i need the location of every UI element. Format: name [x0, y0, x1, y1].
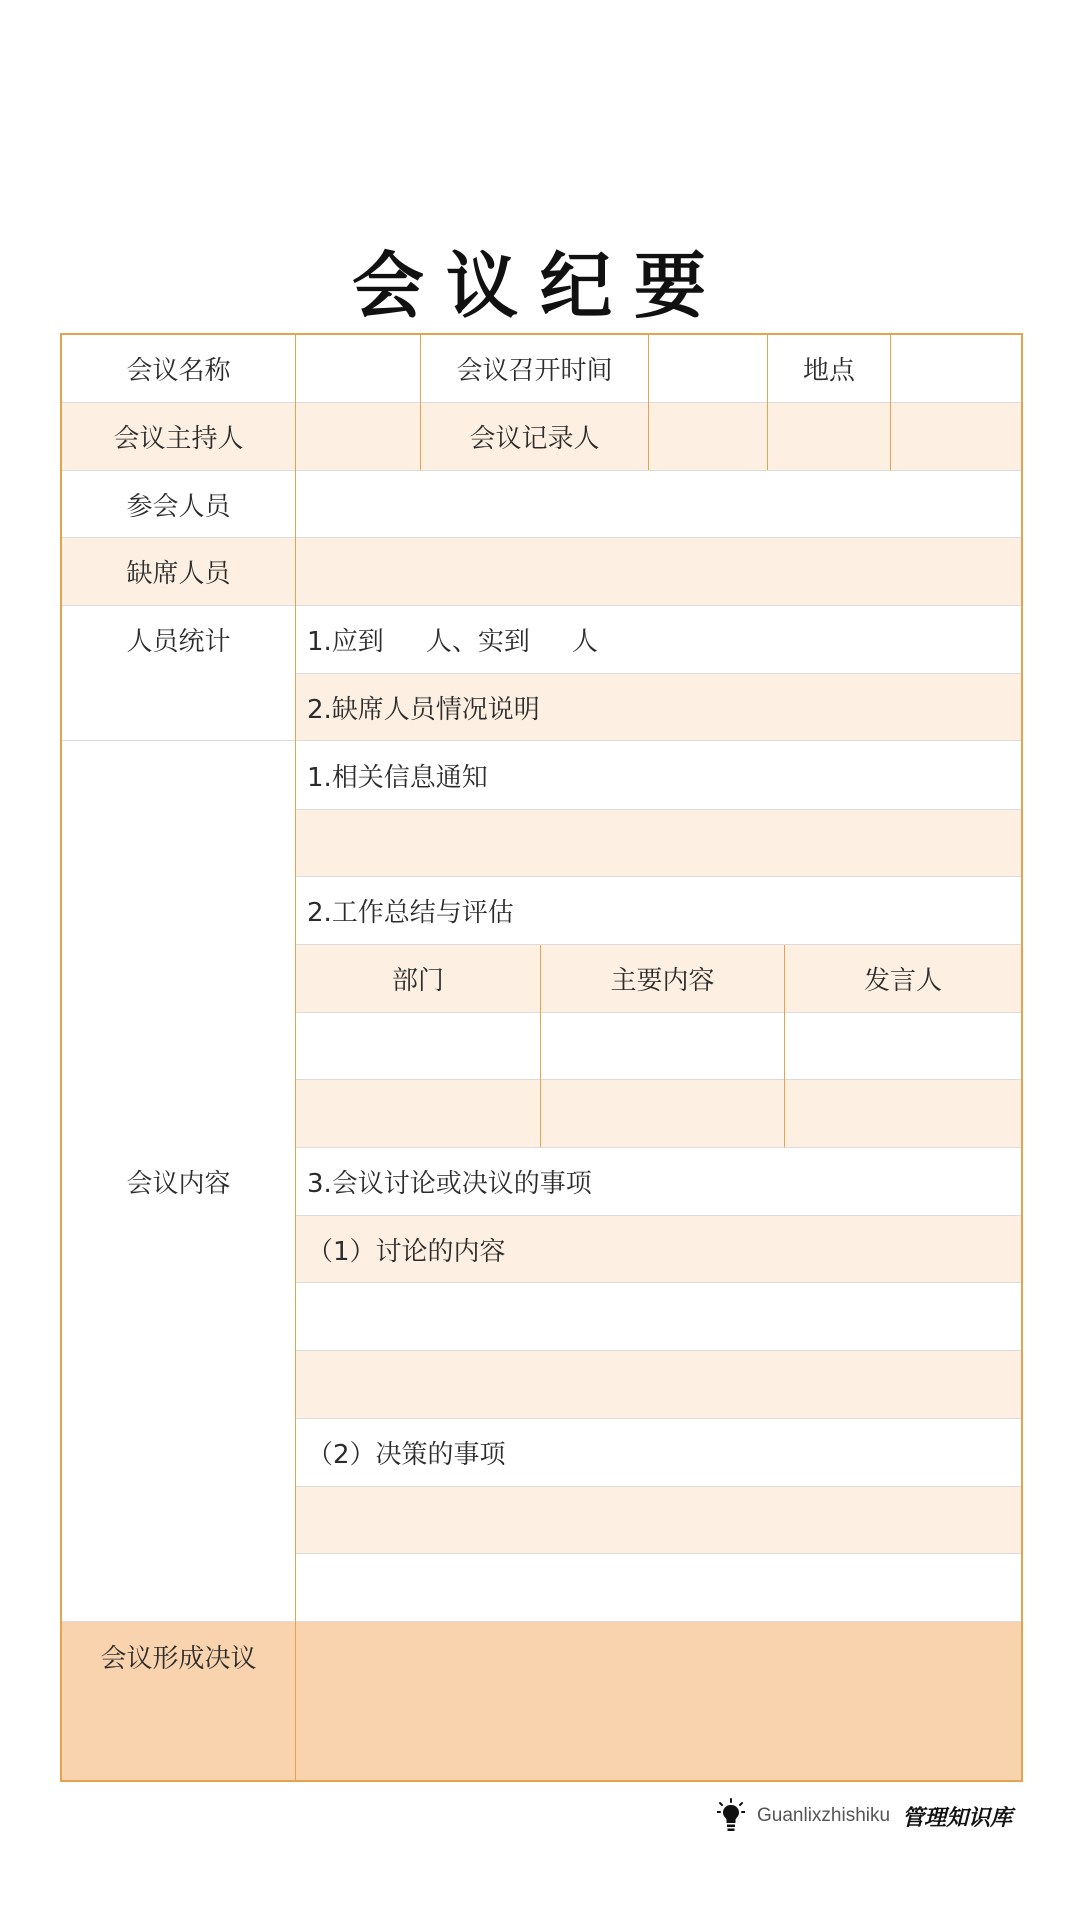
- content-item-1-field[interactable]: [296, 810, 1021, 876]
- content-label: 会议内容: [126, 1168, 231, 1199]
- attendees-label: 参会人员: [126, 491, 231, 522]
- page-title: 会议纪要: [351, 243, 728, 328]
- recorder-field[interactable]: [649, 403, 767, 470]
- discussion-field[interactable]: [296, 1351, 1021, 1418]
- stats-label: 人员统计: [126, 627, 231, 657]
- count-unit: 人: [571, 627, 598, 657]
- table-cell[interactable]: [541, 1013, 784, 1079]
- table-header-department: 部门: [391, 966, 444, 996]
- table-cell[interactable]: [785, 1080, 1021, 1147]
- attendees-field[interactable]: [296, 471, 1021, 537]
- resolution-field[interactable]: [296, 1622, 1021, 1780]
- discussion-field[interactable]: [296, 1283, 1021, 1350]
- expected-count-label: 1.应到: [307, 627, 384, 657]
- lightbulb-icon: [717, 1798, 745, 1834]
- meeting-name-field[interactable]: [296, 335, 420, 402]
- brand-name-cn: 管理知识库: [902, 1804, 1013, 1831]
- content-item-2: 2.工作总结与评估: [307, 898, 514, 928]
- location-field[interactable]: [891, 335, 1021, 402]
- meeting-time-label: 会议召开时间: [456, 356, 613, 386]
- table-cell[interactable]: [785, 1013, 1021, 1079]
- meeting-name-label: 会议名称: [126, 356, 231, 386]
- content-item-3: 3.会议讨论或决议的事项: [307, 1169, 592, 1199]
- absentees-label: 缺席人员: [126, 559, 231, 589]
- decision-field[interactable]: [296, 1554, 1021, 1621]
- recorder-label: 会议记录人: [469, 424, 600, 454]
- footer-brand: [717, 1796, 1037, 1836]
- table-cell[interactable]: [541, 1080, 784, 1147]
- table-header-main-content: 主要内容: [610, 966, 715, 996]
- host-label: 会议主持人: [113, 424, 244, 454]
- host-field[interactable]: [296, 403, 420, 470]
- actual-count-label: 人、实到: [425, 627, 530, 657]
- stats-line-1: [296, 606, 1021, 673]
- meeting-minutes-form: [60, 333, 1023, 1782]
- table-cell[interactable]: [296, 1013, 540, 1079]
- blank-field[interactable]: [768, 403, 890, 470]
- absence-explanation: 2.缺席人员情况说明: [307, 694, 540, 725]
- brand-name-en: Guanlixzhishiku: [757, 1805, 891, 1826]
- table-cell[interactable]: [296, 1080, 540, 1147]
- blank-field[interactable]: [891, 403, 1021, 470]
- content-item-1: 1.相关信息通知: [307, 762, 488, 793]
- decision-field[interactable]: [296, 1487, 1021, 1553]
- location-label: 地点: [802, 356, 855, 386]
- meeting-time-field[interactable]: [649, 335, 767, 402]
- table-header-speaker: 发言人: [863, 966, 942, 996]
- discussion-subheading: （1）讨论的内容: [307, 1236, 506, 1267]
- absentees-field[interactable]: [296, 538, 1021, 605]
- resolution-label: 会议形成决议: [100, 1643, 257, 1674]
- decision-subheading: （2）决策的事项: [307, 1440, 506, 1470]
